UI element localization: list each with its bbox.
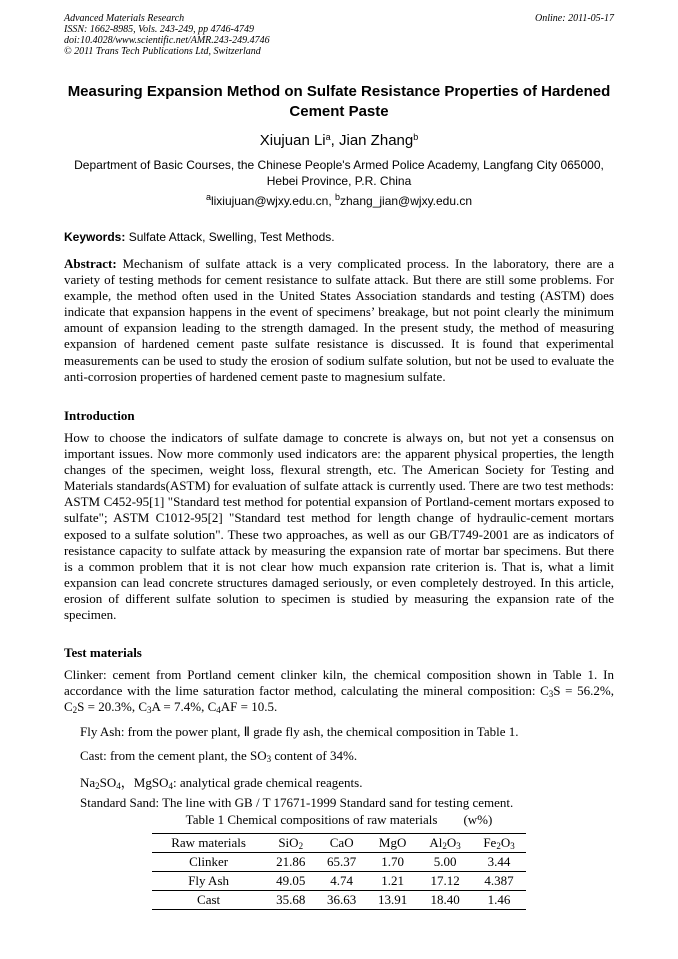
- table-row: [152, 853, 526, 872]
- keywords: [64, 230, 614, 244]
- test-materials-heading: Test materials: [64, 645, 142, 660]
- introduction-text: How to choose the indicators of sulfate damage to concrete is always on, but not yet a consensus on important issues. Now more commonly used indicators are: the apparent physical properties, the length changes of the specimen, weight loss, flexural strength, etc. The American Society for Testing and Materials standards(ASTM) for evaluation of sulfate attack is currently used. There are two test methods: ASTM C452-95[1] "Standard test method for potential expansion of Portland-cement mortars exposed to sulfate"; ASTM C1012-95[2] "Standard test method for length change of hydraulic-cement mortars exposed to a sulfate solution". These two approaches, as well as our GB/T749-2001 are as indicators of resistance capacity to sulfate attack by measuring the expansion rate of mortar bar specimens. But there is a common problem that it is not clear how much expansion rate criterion is. That is, what a limit expansion can lead concrete structures damaged seriously, or even completely destroyed. In this article, erosion of different sulfate solution to specimen is studied by measuring the expansion rate of the specimen.: [64, 430, 614, 623]
- journal-doi: doi:10.4028/www.scientific.net/AMR.243-249.4746: [64, 35, 270, 46]
- email-line: [64, 194, 614, 208]
- clinker-sub-3: 3: [146, 705, 152, 716]
- author-1: Xiujuan Li: [259, 132, 326, 149]
- table-cell: 35.68: [276, 892, 306, 907]
- table-cell: 13.91: [378, 892, 408, 907]
- table-cell: 5.00: [433, 854, 457, 869]
- table-row: [152, 872, 526, 891]
- reagent-sub-1: 2: [95, 781, 100, 791]
- table-cell: 18.40: [430, 892, 460, 907]
- table-cell: Clinker: [189, 854, 229, 869]
- affiliation: Department of Basic Courses, the Chinese People's Armed Police Academy, Langfang City 065000, Hebei Province, P.R. China: [74, 158, 604, 188]
- keywords-text: Sulfate Attack, Swelling, Test Methods.: [125, 230, 335, 244]
- table-cell: 4.387: [484, 873, 514, 888]
- table-row: [152, 891, 526, 910]
- table-cell: 3.44: [487, 854, 511, 869]
- clinker-text-4: A = 7.4%, C: [151, 699, 217, 715]
- clinker-sub-4: 4: [216, 705, 221, 716]
- table-cell: 17.12: [430, 873, 460, 888]
- introduction-heading: Introduction: [64, 408, 135, 423]
- table-cell: Fly Ash: [188, 873, 230, 888]
- cast-line: [80, 748, 614, 764]
- standard-sand-line: Standard Sand: The line with GB / T 17671-1999 Standard sand for testing cement.: [80, 795, 514, 810]
- author-line: [64, 132, 614, 149]
- reagent-sub-3: 4: [168, 781, 173, 791]
- journal-copyright: © 2011 Trans Tech Publications Ltd, Switzerland: [64, 46, 261, 57]
- reagent-text-2: SO: [99, 775, 117, 790]
- journal-issn: ISSN: 1662-8985, Vols. 243-249, pp 4746-4749: [64, 24, 254, 35]
- email-b[interactable]: zhang_jian@wjxy.edu.cn: [340, 194, 473, 208]
- flyash-line: Fly Ash: from the power plant, Ⅱ grade fly ash, the chemical composition in Table 1.: [80, 724, 519, 739]
- reagent-sub-2: 4: [116, 781, 121, 791]
- clinker-text-3: S = 20.3%, C: [77, 699, 147, 715]
- reagent-text-3: ，MgSO: [120, 775, 169, 790]
- author-1-mark: a: [325, 132, 331, 142]
- table-cell: 1.21: [381, 873, 405, 888]
- abstract: [64, 256, 614, 385]
- reagents-line: [80, 772, 614, 791]
- author-2-mark: b: [413, 132, 419, 142]
- header-cell: $Al_2O_3$: [429, 835, 461, 851]
- email-a-mark: a: [205, 192, 211, 202]
- clinker-paragraph: [64, 667, 614, 715]
- header-cell: MgO: [378, 835, 407, 850]
- header-cell: Raw materials: [171, 835, 246, 850]
- keywords-label: Keywords:: [64, 230, 126, 244]
- email-a[interactable]: lixiujuan@wjxy.edu.cn: [210, 194, 329, 208]
- table-cell: 49.05: [276, 873, 306, 888]
- clinker-sub-2: 2: [72, 705, 78, 716]
- journal-header: [64, 13, 614, 57]
- cast-sub-1: 3: [266, 754, 272, 764]
- header-cell: CaO: [329, 835, 354, 850]
- table-cell: 1.46: [487, 892, 511, 907]
- table-cell: 4.74: [330, 873, 354, 888]
- table-cell: 65.37: [327, 854, 357, 869]
- table-header-row: [152, 834, 526, 853]
- table-cell: 1.70: [381, 854, 405, 869]
- table-caption: Table 1 Chemical compositions of raw materials (w%): [185, 812, 493, 827]
- clinker-sub-1: 3: [548, 689, 554, 700]
- cast-text-2: content of 34%.: [271, 748, 358, 763]
- reagent-text-1: Na: [80, 775, 96, 790]
- table-cell: 36.63: [327, 892, 357, 907]
- author-2: Jian Zhang: [339, 132, 414, 149]
- abstract-text: Mechanism of sulfate attack is a very complicated process. In the laboratory, there are a variety of testing methods for cement resistance to sulfate attack. But there are still some problems. For example, the method often used in the United States Association standards and testing (ASTM) does indicate that expansion happens in the event of specimens’ breakage, but not point clearly the minimum amount of expansion leading to the strength damaged. In the present study, the method of measuring expansion of hardened cement paste sulfate resistance is discussed. It is found that experimental measurements can be used to study the erosion of sodium sulfate solution, but not be used to evaluate the anti-corrosion properties of hardened cement paste to magnesium sulfate.: [64, 256, 614, 384]
- paper-title: Measuring Expansion Method on Sulfate Resistance Properties of Hardened Cement Paste: [67, 83, 611, 120]
- clinker-text-5: AF = 10.5.: [220, 699, 278, 715]
- reagent-text-4: : analytical grade chemical reagents.: [172, 775, 363, 790]
- cast-text-1: Cast: from the cement plant, the SO: [80, 748, 267, 763]
- table-cell: Cast: [197, 892, 221, 907]
- header-cell: SiO$_2$: [278, 835, 304, 851]
- email-separator: ,: [328, 194, 335, 208]
- email-b-mark: b: [334, 192, 340, 202]
- abstract-label: Abstract:: [64, 256, 117, 271]
- online-date: Online: 2011-05-17: [535, 13, 614, 24]
- composition-table: [152, 833, 526, 910]
- table-cell: 21.86: [276, 854, 306, 869]
- author-separator: ,: [330, 132, 339, 149]
- header-cell: $Fe_2O_3$: [483, 835, 515, 851]
- clinker-text-1: Clinker: cement from Portland cement clinker kiln, the chemical composition shown in Table 1. In accordance with the lime saturation factor method, calculating the mineral composition: C: [64, 667, 614, 699]
- clinker-text-2: S = 56.2%, C: [64, 683, 615, 715]
- journal-name: Advanced Materials Research: [64, 13, 185, 24]
